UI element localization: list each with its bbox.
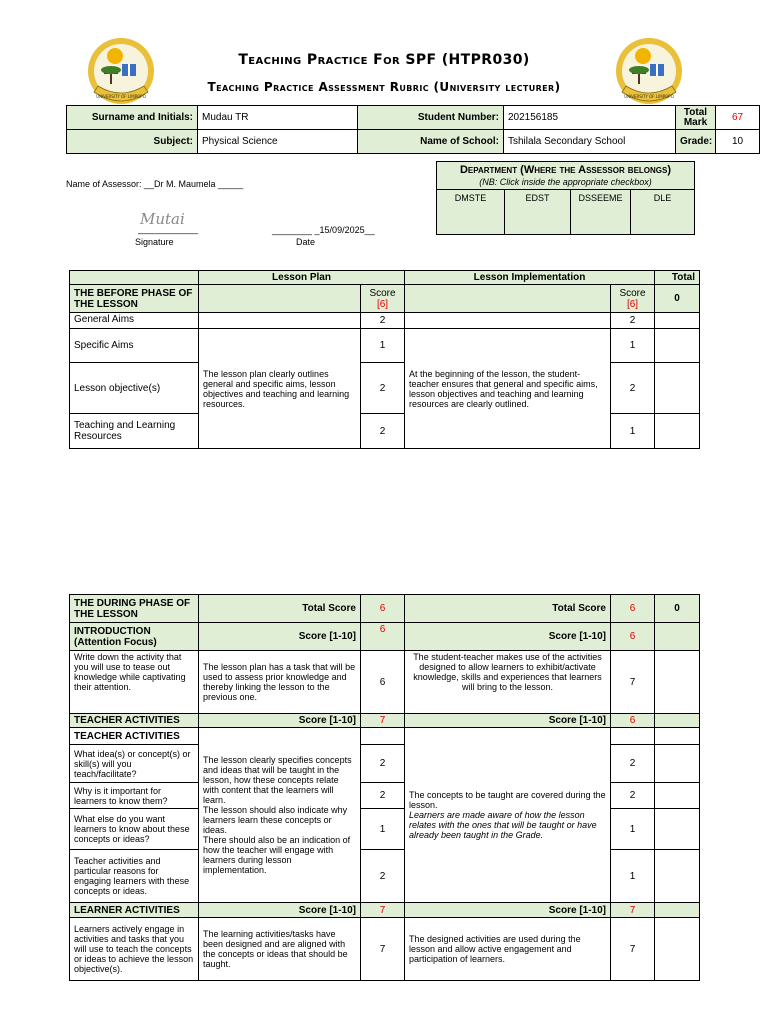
impl-total-score-label: Total Score [405, 595, 611, 623]
teacher-plan-score-1[interactable]: 2 [361, 745, 405, 783]
dept-option-dle[interactable]: DLE [631, 190, 695, 235]
teacher-impl-description: The concepts to be taught are covered during the lesson. Learners are made aware of how the lesson relates with the ones that will be taught or have already been taught in the Grade. [405, 728, 611, 903]
learner-impl-score[interactable]: 7 [611, 918, 655, 981]
learner-plan-score[interactable]: 7 [361, 918, 405, 981]
teacher-question-4: Teacher activities and particular reasons for engaging learners with these concepts or ideas. [70, 850, 199, 903]
teacher-plan-score-2[interactable]: 2 [361, 783, 405, 809]
teacher-question-2: Why is it important for learners to know them? [70, 783, 199, 809]
signature-line: ____________ [138, 224, 199, 234]
learner-impl-score-label: Score [1-10] [405, 903, 611, 918]
dept-option-dsseeme[interactable]: DSSEEME [571, 190, 631, 235]
teacher-plan-description: The lesson clearly specifies concepts and ideas that will be taught in the lesson, how these concepts relate with content that the learners will learn. The lesson should also indicate why learners learn these concepts or ideas. There should also be an indication of how the teacher will engage with learners during lesson implementation. [199, 728, 361, 903]
dept-option-dmste[interactable]: DMSTE [437, 190, 505, 235]
learner-activities-title: LEARNER ACTIVITIES [70, 903, 199, 918]
before-phase-title: THE BEFORE PHASE OF THE LESSON [70, 285, 199, 313]
intro-plan-score-head[interactable]: 6 [361, 623, 405, 651]
before-phase-table [69, 270, 700, 449]
teacher-question-3: What else do you want learners to know about these concepts or ideas? [70, 809, 199, 850]
intro-plan-description: The lesson plan has a task that will be used to assess prior knowledge and thereby linking the lesson to the previous one. [199, 651, 361, 714]
teacher-impl-score-1[interactable]: 2 [611, 745, 655, 783]
total-mark-label: Total Mark [676, 106, 716, 130]
teacher-plan-score-4[interactable]: 2 [361, 850, 405, 903]
intro-question: Write down the activity that you will use to tease out knowledge while captivating their attention. [70, 651, 199, 714]
department-header [437, 162, 695, 190]
svg-text:UNIVERSITY OF LIMPOPO: UNIVERSITY OF LIMPOPO [624, 94, 674, 99]
grade-value[interactable]: 10 [716, 130, 760, 154]
svg-text:UNIVERSITY OF LIMPOPO: UNIVERSITY OF LIMPOPO [96, 94, 146, 99]
document-subtitle: Teaching Practice Assessment Rubric (University lecturer) [207, 80, 561, 94]
during-total-value[interactable]: 0 [655, 595, 700, 623]
intro-plan-score-label: Score [1-10] [199, 623, 361, 651]
intro-impl-description: The student-teacher makes use of the activities designed to allow learners to exhibit/activate knowledge, skills and experiences that learners will bring to the lesson. [405, 651, 611, 714]
before-total-value[interactable]: 0 [655, 285, 700, 313]
department-title: Department (Where the Assessor belongs) [459, 163, 672, 176]
row-label-resources: Teaching and Learning Resources [70, 414, 199, 449]
learner-plan-score-head[interactable]: 7 [361, 903, 405, 918]
teacher-activities-title: TEACHER ACTIVITIES [70, 714, 199, 728]
surname-value[interactable]: Mudau TR [198, 106, 358, 130]
document-title: Teaching Practice For SPF (HTPR030) [238, 52, 530, 68]
learner-impl-description: The designed activities are used during the lesson and allow active engagement and participation of learners. [405, 918, 611, 981]
school-value[interactable]: Tshilala Secondary School [504, 130, 676, 154]
row-label-lesson-objectives: Lesson objective(s) [70, 363, 199, 414]
teacher-activities-subtitle: TEACHER ACTIVITIES [70, 728, 199, 745]
learner-plan-score-label: Score [1-10] [199, 903, 361, 918]
before-impl-description: At the beginning of the lesson, the student-teacher ensures that general and specific aims, lesson objectives and teaching and learning resources are clearly outlined. [405, 329, 611, 449]
plan-score-header: Score [6] [361, 285, 405, 313]
plan-score-resources[interactable]: 2 [361, 414, 405, 449]
intro-plan-score[interactable]: 6 [361, 651, 405, 714]
teacher-impl-score-head[interactable]: 6 [611, 714, 655, 728]
during-phase-title: THE DURING PHASE OF THE LESSON [70, 595, 199, 623]
row-label-specific-aims: Specific Aims [70, 329, 199, 363]
surname-label: Surname and Initials: [67, 106, 198, 130]
intro-impl-score-label: Score [1-10] [405, 623, 611, 651]
total-header: Total [655, 271, 700, 285]
plan-score-specific-aims[interactable]: 1 [361, 329, 405, 363]
plan-score-general-aims[interactable]: 2 [361, 313, 405, 329]
intro-impl-score[interactable]: 7 [611, 651, 655, 714]
impl-score-resources[interactable]: 1 [611, 414, 655, 449]
plan-total-score-label: Total Score [199, 595, 361, 623]
teacher-impl-score-3[interactable]: 1 [611, 809, 655, 850]
lesson-plan-header: Lesson Plan [199, 271, 405, 285]
before-plan-description: The lesson plan clearly outlines general and specific aims, lesson objectives and teaching and learning resources. [199, 329, 361, 449]
teacher-impl-score-2[interactable]: 2 [611, 783, 655, 809]
student-number-value[interactable]: 202156185 [504, 106, 676, 130]
student-info-table [66, 105, 760, 154]
date-label: Date [296, 237, 316, 247]
student-number-label: Student Number: [358, 106, 504, 130]
subject-label: Subject: [67, 130, 198, 154]
department-note: (NB: Click inside the appropriate checkbox) [479, 176, 652, 187]
university-logo-left [82, 34, 160, 112]
learner-plan-description: The learning activities/tasks have been designed and are aligned with the concepts or ideas that should be taught. [199, 918, 361, 981]
impl-total-score[interactable]: 6 [611, 595, 655, 623]
teacher-impl-score-4[interactable]: 1 [611, 850, 655, 903]
university-logo-right [610, 34, 688, 112]
learner-impl-score-head[interactable]: 7 [611, 903, 655, 918]
impl-score-lesson-objectives[interactable]: 2 [611, 363, 655, 414]
plan-total-score[interactable]: 6 [361, 595, 405, 623]
subject-value[interactable]: Physical Science [198, 130, 358, 154]
teacher-question-1: What idea(s) or concept(s) or skill(s) will you teach/facilitate? [70, 745, 199, 783]
intro-title: INTRODUCTION (Attention Focus) [70, 623, 199, 651]
row-label-general-aims: General Aims [70, 313, 199, 329]
signature-image: Mutai [140, 210, 185, 228]
learner-question: Learners actively engage in activities and tasks that you will use to teach the concepts or ideas to achieve the lesson objective(s). [70, 918, 199, 981]
impl-score-general-aims[interactable]: 2 [611, 313, 655, 329]
impl-score-specific-aims[interactable]: 1 [611, 329, 655, 363]
teacher-plan-score-3[interactable]: 1 [361, 809, 405, 850]
intro-impl-score-head[interactable]: 6 [611, 623, 655, 651]
impl-score-header: Score [6] [611, 285, 655, 313]
department-table [436, 161, 695, 235]
teacher-plan-score-label: Score [1-10] [199, 714, 361, 728]
teacher-plan-score-head[interactable]: 7 [361, 714, 405, 728]
signature-label: Signature [135, 237, 174, 247]
plan-score-lesson-objectives[interactable]: 2 [361, 363, 405, 414]
grade-label: Grade: [676, 130, 716, 154]
teacher-impl-score-label: Score [1-10] [405, 714, 611, 728]
during-phase-table [69, 594, 700, 981]
date-line: ________ _15/09/2025__ [272, 225, 375, 235]
assessor-name: Name of Assessor: __Dr M. Maumela _____ [66, 179, 244, 189]
school-label: Name of School: [358, 130, 504, 154]
lesson-implementation-header: Lesson Implementation [405, 271, 655, 285]
total-mark-value[interactable]: 67 [716, 106, 760, 130]
dept-option-edst[interactable]: EDST [505, 190, 571, 235]
